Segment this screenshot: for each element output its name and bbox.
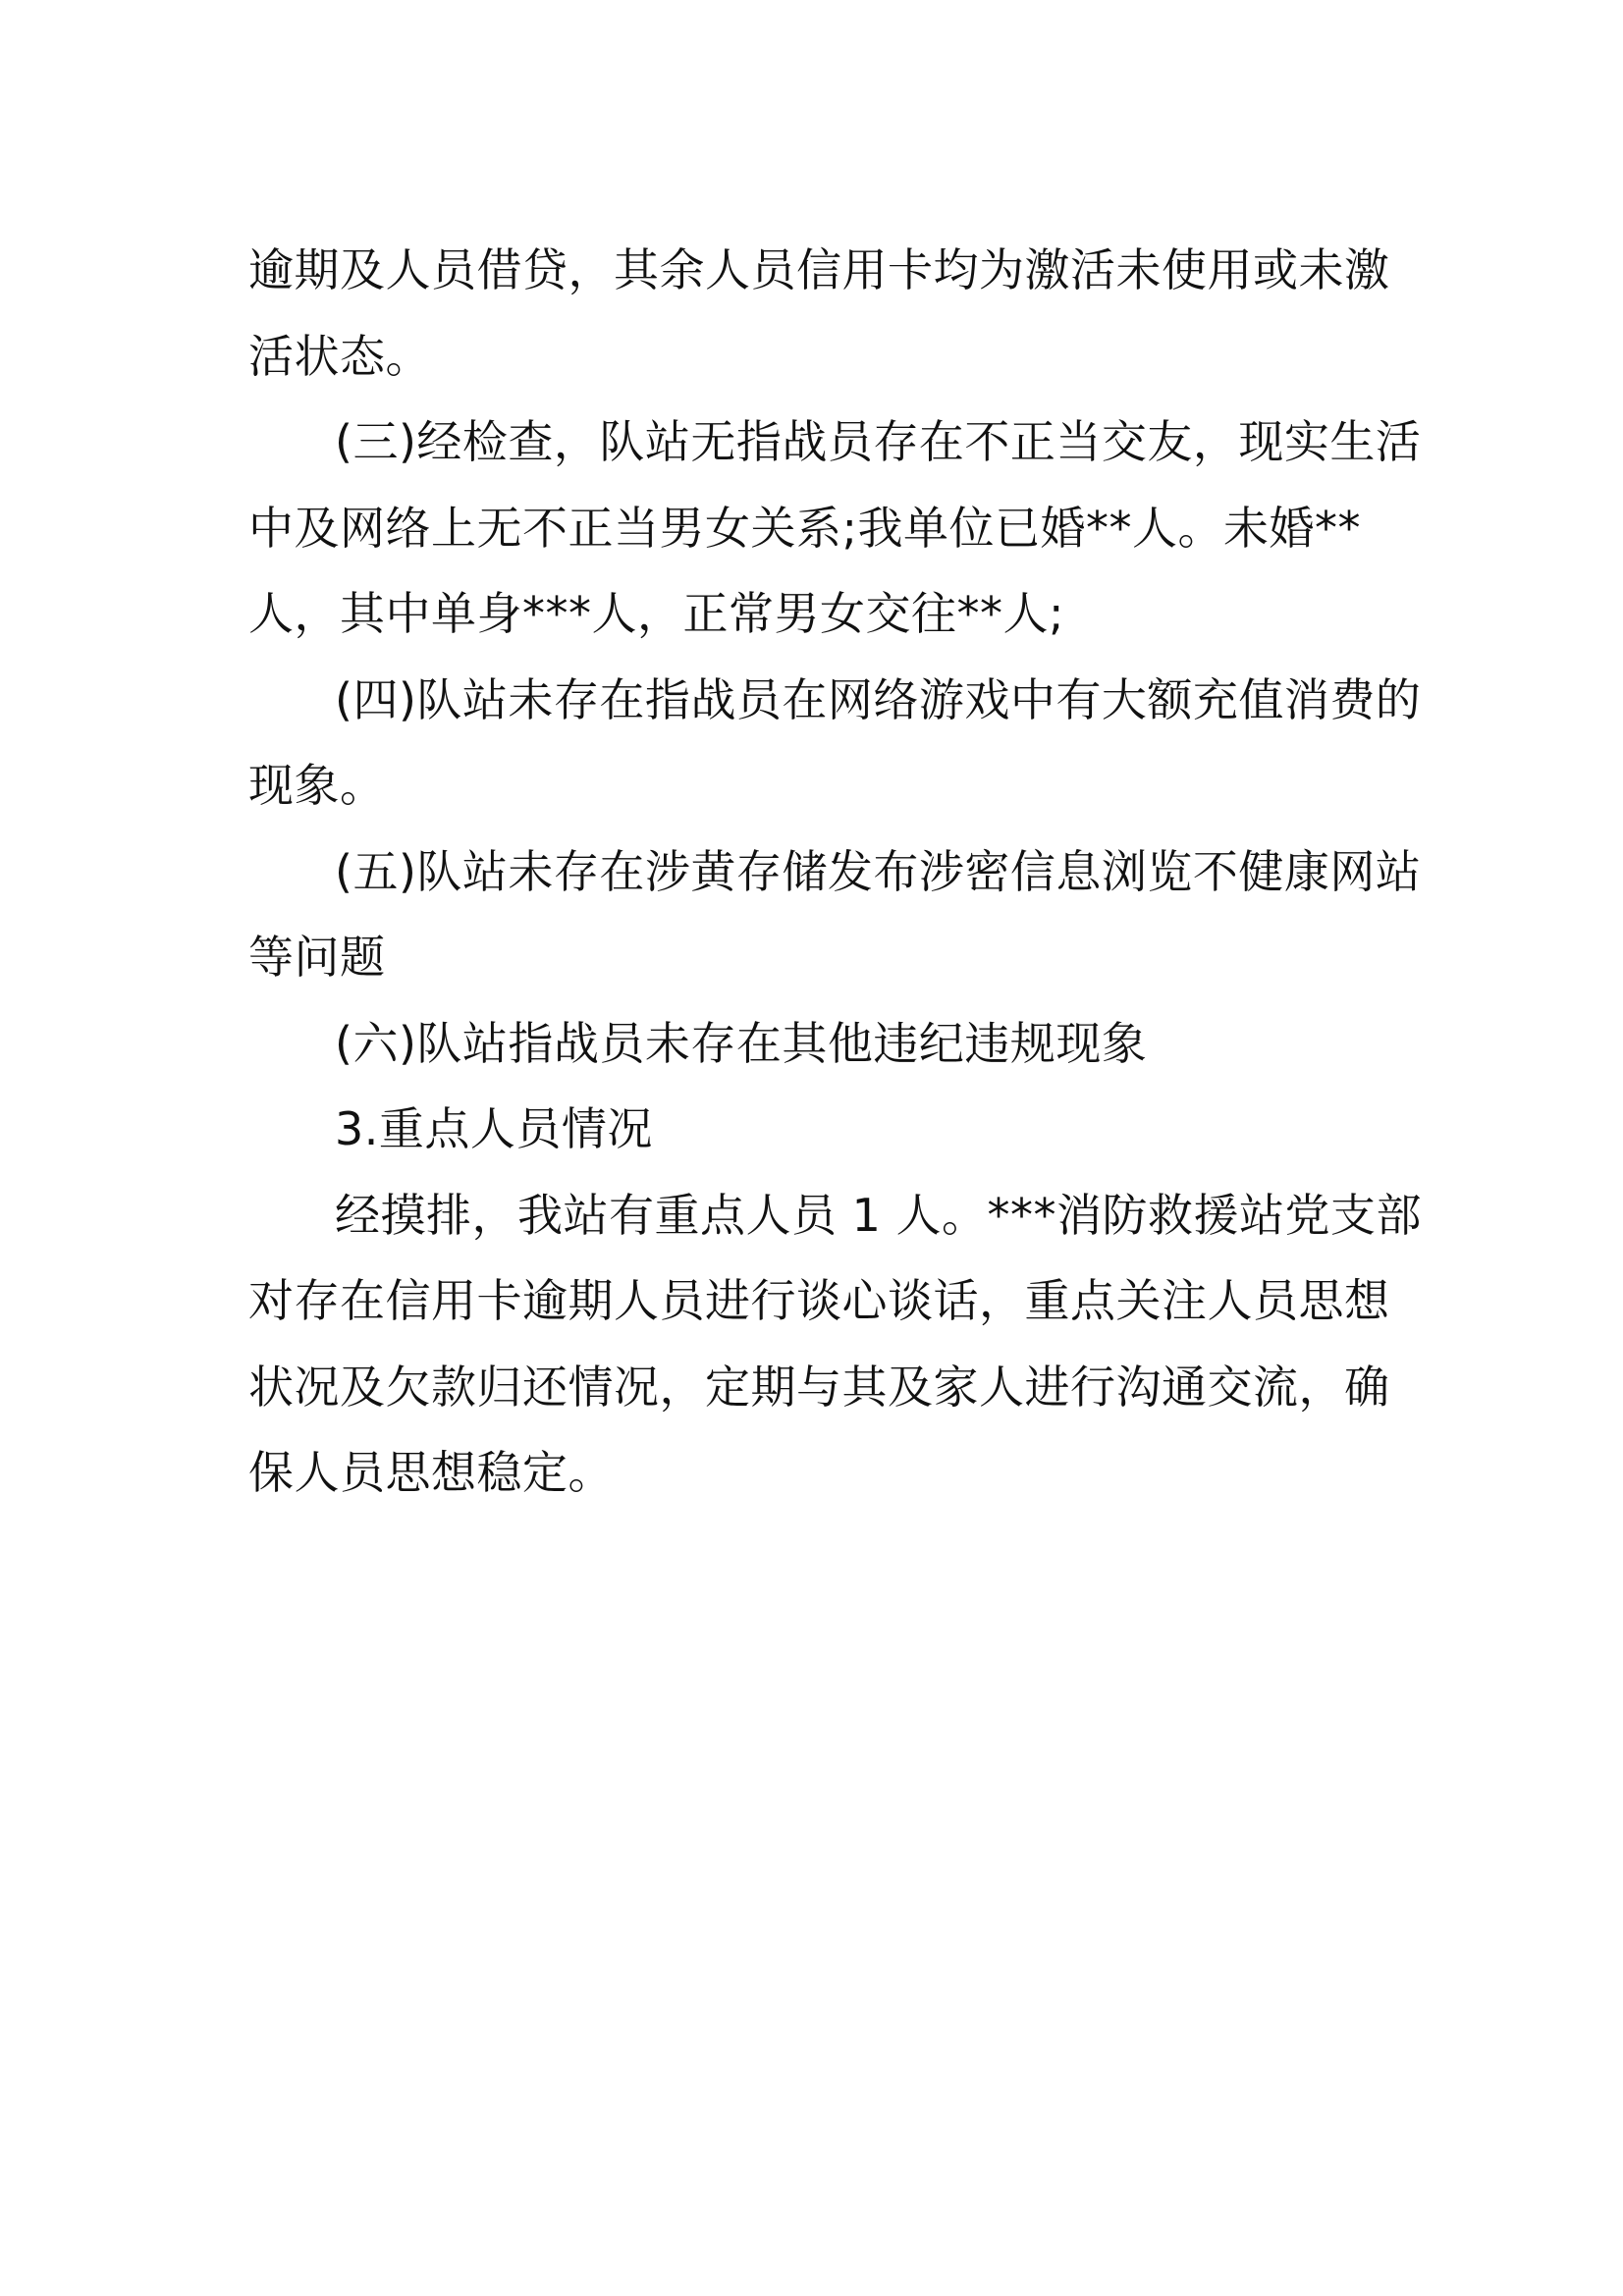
paragraph-line: 状况及欠款归还情况，定期与其及家人进行沟通交流，确: [248, 1360, 1390, 1414]
paragraph-line: (六)队站指战员未存在其他违纪违规现象: [335, 1016, 1148, 1070]
paragraph-line: 经摸排，我站有重点人员 1 人。***消防救援站党支部: [335, 1188, 1423, 1242]
paragraph-line: 现象。: [248, 759, 386, 812]
paragraph-line: (五)队站未存在涉黄存储发布涉密信息浏览不健康网站: [335, 844, 1422, 898]
document-body: [248, 228, 1423, 1517]
paragraph-line: 人，其中单身***人，正常男女交往**人;: [248, 587, 1064, 640]
paragraph-line: 等问题: [248, 931, 386, 984]
paragraph-line: (三)经检查，队站无指战员存在不正当交友，现实生活: [335, 415, 1422, 468]
paragraph-line: 保人员思想稳定。: [248, 1446, 614, 1499]
paragraph-line: (四)队站未存在指战员在网络游戏中有大额充值消费的: [335, 672, 1422, 726]
paragraph-line: 中及网络上无不正当男女关系;我单位已婚**人。未婚**: [248, 501, 1361, 555]
paragraph-line: 对存在信用卡逾期人员进行谈心谈话，重点关注人员思想: [248, 1274, 1390, 1327]
section-heading: 3.重点人员情况: [335, 1102, 653, 1155]
paragraph-line: 逾期及人员借贷，其余人员信用卡均为激活未使用或未激: [248, 243, 1390, 296]
paragraph-line: 活状态。: [248, 329, 431, 383]
